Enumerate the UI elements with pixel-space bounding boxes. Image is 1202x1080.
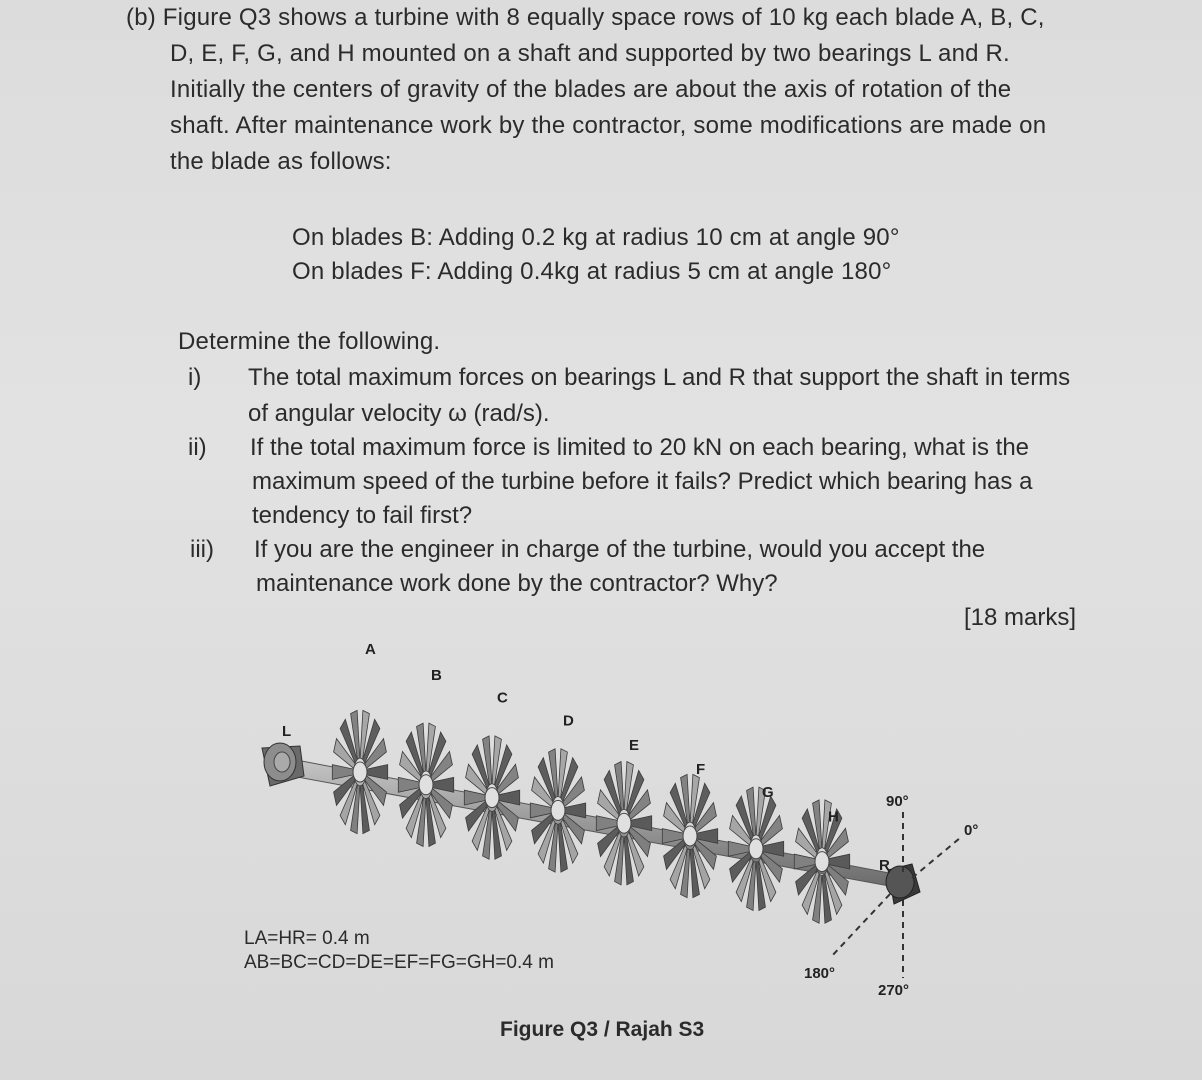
question-2-line-3: tendency to fail first?	[252, 502, 473, 529]
question-2-line-1: If the total maximum force is limited to 20 kN on each bearing, what is the	[250, 434, 1030, 461]
question-3-line-2: maintenance work done by the contractor? Why?	[256, 570, 778, 597]
blade-label-e: E	[629, 737, 640, 755]
question-number-1: i)	[188, 364, 202, 391]
modification-f: On blades F: Adding 0.4kg at radius 5 cm at angle 180°	[292, 258, 892, 285]
intro-line-4: shaft. After maintenance work by the contractor, some modifications are made on	[170, 112, 1047, 139]
question-2-line-2: maximum speed of the turbine before it fails? Predict which bearing has a	[252, 468, 1033, 495]
blade-d	[530, 749, 585, 872]
question-1-line-2: of angular velocity ω (rad/s).	[248, 400, 550, 427]
blade-a	[332, 710, 387, 833]
angle-270-label: 270°	[878, 982, 910, 999]
marks-label: [18 marks]	[964, 604, 1077, 631]
modification-b: On blades B: Adding 0.2 kg at radius 10 cm at angle 90°	[292, 224, 900, 251]
intro-line-2: D, E, F, G, and H mounted on a shaft and supported by two bearings L and R.	[170, 40, 1010, 67]
determine-heading: Determine the following.	[178, 328, 441, 355]
bearing-left-label: L	[282, 723, 292, 740]
question-3-line-1: If you are the engineer in charge of the turbine, would you accept the	[254, 536, 986, 563]
blade-label-d: D	[563, 712, 574, 730]
blade-c	[464, 736, 519, 859]
blade-g	[728, 787, 783, 910]
blade-label-f: F	[696, 761, 706, 778]
blade-label-h: H	[828, 808, 839, 826]
axis-0	[912, 838, 960, 878]
angle-90-label: 90°	[886, 793, 909, 810]
intro-line-1: (b) Figure Q3 shows a turbine with 8 equally space rows of 10 kg each blade A, B, C,	[126, 4, 1045, 31]
question-number-2: ii)	[188, 434, 207, 461]
question-number-3: iii)	[190, 536, 214, 563]
blade-h	[794, 800, 849, 923]
figure-caption: Figure Q3 / Rajah S3	[500, 1018, 705, 1041]
question-1-line-1: The total maximum forces on bearings L and R that support the shaft in terms	[248, 364, 1071, 391]
angle-0-label: 0°	[964, 822, 979, 839]
blade-e	[596, 762, 651, 885]
blade-label-c: C	[497, 689, 508, 707]
blade-b	[398, 723, 453, 846]
blade-f	[662, 774, 717, 897]
intro-line-3: Initially the centers of gravity of the blades are about the axis of rotation of the	[170, 76, 1012, 103]
dimension-line-1: LA=HR= 0.4 m	[244, 928, 370, 949]
angle-180-label: 180°	[804, 965, 836, 982]
blade-label-b: B	[431, 666, 442, 684]
bearing-right-label: R	[879, 857, 890, 874]
bearing-left	[262, 743, 304, 786]
blade-label-g: G	[762, 783, 774, 801]
blade-label-a: A	[365, 641, 376, 658]
intro-line-5: the blade as follows:	[170, 148, 392, 175]
dimension-line-2: AB=BC=CD=DE=EF=FG=GH=0.4 m	[244, 952, 554, 973]
